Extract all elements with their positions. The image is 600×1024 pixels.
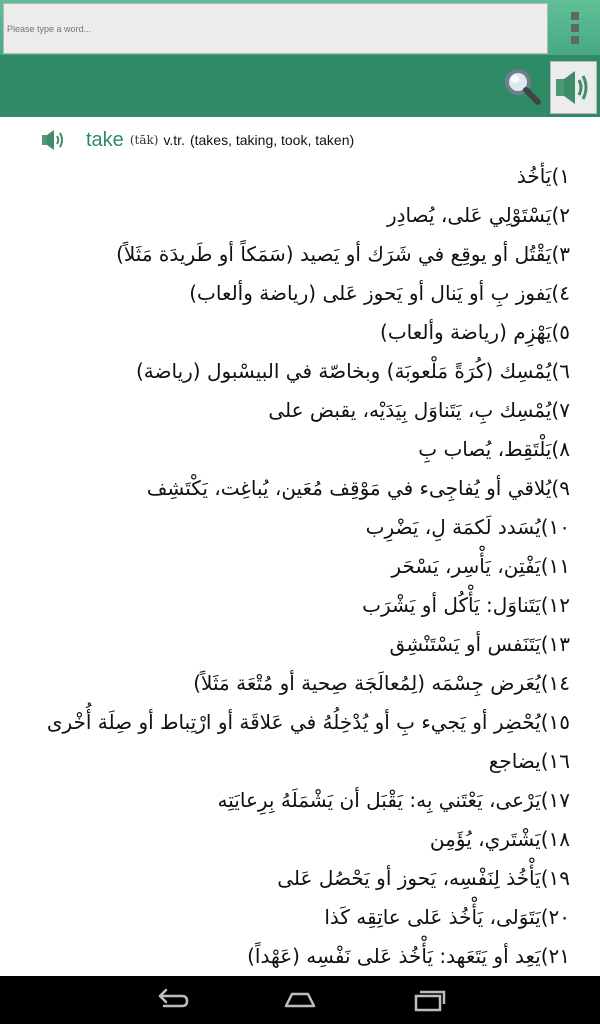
sense-item: ١٨)يَشْتَري، يُؤَمِن xyxy=(429,827,570,851)
recent-apps-icon[interactable] xyxy=(408,986,448,1014)
inflected-forms: (takes, taking, took, taken) xyxy=(189,132,355,148)
overflow-menu-icon[interactable] xyxy=(570,12,580,46)
sense-item: ١٠)يُسَدد لَكمَة لِ، يَضْرِب xyxy=(365,515,570,539)
home-icon[interactable] xyxy=(280,986,320,1014)
sense-item: ٢)يَسْتَوْلِي عَلى، يُصادِر xyxy=(386,203,570,227)
entry-content xyxy=(0,117,600,977)
sense-item: ٧)يُمْسِك بِ، يَتَناوَل بِيَدَيْه، يقبض على xyxy=(268,398,570,422)
sense-item: ١٣)يَتَنَفس أو يَسْتَنْشِق xyxy=(389,632,570,656)
back-arrow-icon[interactable] xyxy=(152,986,192,1014)
sense-item: ١٧)يَرْعى، يَعْتَني بِه: يَقْبَل أن يَشْمَلَهُ بِرِعايَتِه xyxy=(217,788,570,812)
sense-item: ٤)يَفوز بِ أو يَنال أو يَحوز عَلى (رياضة وألعاب) xyxy=(189,281,570,305)
search-input[interactable] xyxy=(3,3,548,54)
sense-item: ٩)يُلاقي أو يُفاجِىء في مَوْقِف مُعَين، يُباغِت، يَكْتَشِف xyxy=(146,476,570,500)
sense-item: ٢١)يَعِد أو يَتَعَهد: يَأْخُذ عَلى نَفْسِه (عَهْداً) xyxy=(247,944,570,968)
entry-header xyxy=(40,125,354,155)
headword: take xyxy=(86,128,124,151)
sense-item: ١٢)يَتَناوَل: يَأْكُل أو يَشْرَب xyxy=(362,593,570,617)
system-nav-bar xyxy=(0,976,600,1024)
search-icon[interactable] xyxy=(502,66,542,106)
sense-item: ٨)يَلْتَقِط، يُصاب بِ xyxy=(418,437,570,461)
part-of-speech: v.tr. xyxy=(163,132,185,148)
pronunciation: (tāk) xyxy=(129,133,159,147)
speaker-icon xyxy=(551,62,596,113)
pronounce-speaker-icon[interactable] xyxy=(40,127,68,153)
sense-item: ٣)يَقْتُل أو يوقِع في شَرَك أو يَصيد (سَمَكاً أو طَريدَة مَثَلاً) xyxy=(116,242,570,266)
sense-list xyxy=(47,157,570,976)
sense-item: ١٤)يُعَرض جِسْمَه (لِمُعالَجَة صِحية أو مُتْعَة مَثَلاً) xyxy=(193,671,570,695)
sense-item: ١)يَأخُذ xyxy=(516,164,570,188)
sense-item: ١٩)يَأْخُذ لِنَفْسِه، يَحوز أو يَحْصُل عَلى xyxy=(277,866,570,890)
sense-item: ١١)يَفْتِن، يَأْسِر، يَسْحَر xyxy=(391,554,570,578)
sense-item: ٦)يُمْسِك (كُرَةً مَلْعوبَة) وبخاصّة في البيسْبول (رياضة) xyxy=(135,359,570,383)
sense-item: ١٥)يُحْضِر أو يَجيء بِ أو يُدْخِلُهُ في عَلاقَة أو ارْتِباط أو صِلَة أُخْرى xyxy=(46,710,570,734)
sense-item: ١٦)يضاجع xyxy=(488,749,570,773)
sense-item: ٥)يَهْزِم (رياضة وألعاب) xyxy=(380,320,570,344)
sense-item: ٢٠)يَتَوَلى، يَأْخُذ عَلى عاتِقِه كَذا xyxy=(324,905,570,929)
speaker-button[interactable] xyxy=(550,61,597,114)
